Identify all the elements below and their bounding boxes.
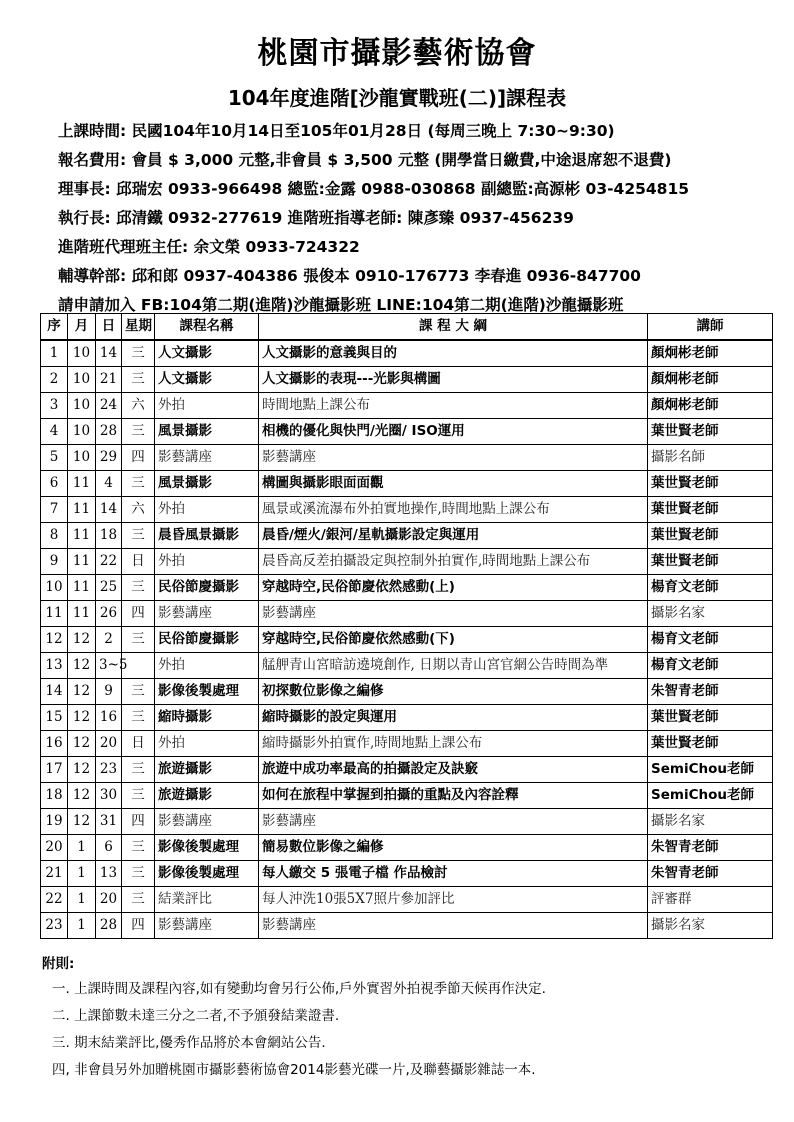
table-row bbox=[41, 549, 773, 575]
cell-no: 15 bbox=[41, 705, 68, 731]
cell-no: 12 bbox=[41, 627, 68, 653]
cell-weekday: 日 bbox=[122, 549, 155, 575]
cell-no: 21 bbox=[41, 861, 68, 887]
table-row bbox=[41, 575, 773, 601]
cell-outline: 艋舺青山宮暗訪遶境創作, 日期以青山宮官網公告時間為準 bbox=[259, 653, 648, 679]
cell-course: 外拍 bbox=[155, 549, 259, 575]
table-row bbox=[41, 835, 773, 861]
cell-day: 3~5 bbox=[96, 653, 122, 679]
cell-teacher: 葉世賢老師 bbox=[648, 731, 773, 757]
cell-teacher: 葉世賢老師 bbox=[648, 419, 773, 445]
table-row bbox=[41, 731, 773, 757]
table-row bbox=[41, 419, 773, 445]
cell-teacher: 楊育文老師 bbox=[648, 575, 773, 601]
cell-teacher: 楊育文老師 bbox=[648, 627, 773, 653]
cell-day: 24 bbox=[96, 393, 122, 419]
cell-outline: 晨昏/煙火/銀河/星軌攝影設定與運用 bbox=[259, 523, 648, 549]
cell-month: 12 bbox=[68, 653, 96, 679]
cell-teacher: SemiChou老師 bbox=[648, 783, 773, 809]
cell-month: 10 bbox=[68, 340, 96, 367]
cell-no: 7 bbox=[41, 497, 68, 523]
cell-day: 20 bbox=[96, 887, 122, 913]
cell-weekday: 三 bbox=[122, 679, 155, 705]
info-block bbox=[58, 117, 788, 320]
cell-no: 10 bbox=[41, 575, 68, 601]
cell-month: 10 bbox=[68, 445, 96, 471]
cell-weekday: 三 bbox=[122, 419, 155, 445]
notes-block bbox=[42, 952, 782, 1084]
cell-no: 9 bbox=[41, 549, 68, 575]
cell-month: 1 bbox=[68, 913, 96, 939]
table-header-row bbox=[41, 314, 773, 341]
cell-teacher: SemiChou老師 bbox=[648, 757, 773, 783]
cell-month: 10 bbox=[68, 393, 96, 419]
cell-teacher: 葉世賢老師 bbox=[648, 471, 773, 497]
cell-course: 影藝講座 bbox=[155, 913, 259, 939]
cell-day: 14 bbox=[96, 497, 122, 523]
cell-no: 4 bbox=[41, 419, 68, 445]
cell-teacher: 楊育文老師 bbox=[648, 653, 773, 679]
cell-outline: 時間地點上課公布 bbox=[259, 393, 648, 419]
header-weekday: 星期 bbox=[122, 314, 155, 341]
table-row bbox=[41, 913, 773, 939]
cell-no: 23 bbox=[41, 913, 68, 939]
cell-day: 23 bbox=[96, 757, 122, 783]
cell-weekday: 六 bbox=[122, 497, 155, 523]
table-row bbox=[41, 367, 773, 393]
cell-day: 2 bbox=[96, 627, 122, 653]
cell-outline: 簡易數位影像之編修 bbox=[259, 835, 648, 861]
cell-no: 16 bbox=[41, 731, 68, 757]
cell-outline: 穿越時空,民俗節慶依然感動(上) bbox=[259, 575, 648, 601]
cell-teacher: 攝影名家 bbox=[648, 601, 773, 627]
cell-month: 11 bbox=[68, 497, 96, 523]
cell-teacher: 葉世賢老師 bbox=[648, 523, 773, 549]
cell-outline: 構圖與攝影眼面面觀 bbox=[259, 471, 648, 497]
note-1: 一. 上課時間及課程內容,如有變動均會另行公佈,戶外實習外拍視季節天候再作決定. bbox=[52, 981, 546, 997]
cell-day: 28 bbox=[96, 913, 122, 939]
cell-course: 晨昏風景攝影 bbox=[155, 523, 259, 549]
cell-course: 影像後製處理 bbox=[155, 861, 259, 887]
cell-teacher: 葉世賢老師 bbox=[648, 549, 773, 575]
cell-no: 18 bbox=[41, 783, 68, 809]
cell-teacher: 朱智青老師 bbox=[648, 679, 773, 705]
cell-month: 1 bbox=[68, 887, 96, 913]
cell-weekday: 四 bbox=[122, 913, 155, 939]
table-row bbox=[41, 861, 773, 887]
cell-weekday: 日 bbox=[122, 731, 155, 757]
cell-course: 風景攝影 bbox=[155, 419, 259, 445]
cell-month: 12 bbox=[68, 757, 96, 783]
cell-weekday: 三 bbox=[122, 757, 155, 783]
cell-teacher: 顏炯彬老師 bbox=[648, 340, 773, 367]
cell-day: 30 bbox=[96, 783, 122, 809]
cell-month: 10 bbox=[68, 419, 96, 445]
cell-weekday: 三 bbox=[122, 471, 155, 497]
cell-weekday: 三 bbox=[122, 835, 155, 861]
cell-teacher: 葉世賢老師 bbox=[648, 497, 773, 523]
cell-course: 外拍 bbox=[155, 393, 259, 419]
cell-weekday: 六 bbox=[122, 393, 155, 419]
info-class-time: 上課時間: 民國104年10月14日至105年01月28日 (每周三晚上 7:30~9:30) bbox=[58, 122, 615, 140]
cell-outline: 每人繳交 5 張電子檔 作品檢討 bbox=[259, 861, 648, 887]
cell-month: 11 bbox=[68, 549, 96, 575]
cell-outline: 影藝講座 bbox=[259, 601, 648, 627]
cell-no: 5 bbox=[41, 445, 68, 471]
cell-no: 20 bbox=[41, 835, 68, 861]
cell-course: 旅遊攝影 bbox=[155, 783, 259, 809]
course-title: 104年度進階[沙龍實戰班(二)]課程表 bbox=[227, 86, 567, 110]
cell-month: 12 bbox=[68, 705, 96, 731]
cell-day: 4 bbox=[96, 471, 122, 497]
cell-weekday: 三 bbox=[122, 783, 155, 809]
cell-course: 影藝講座 bbox=[155, 445, 259, 471]
cell-weekday: 三 bbox=[122, 340, 155, 367]
note-2: 二. 上課節數未達三分之二者,不予頒發結業證書. bbox=[52, 1008, 340, 1024]
cell-day: 22 bbox=[96, 549, 122, 575]
cell-no: 14 bbox=[41, 679, 68, 705]
notes-title: 附則: bbox=[42, 956, 75, 972]
cell-course: 人文攝影 bbox=[155, 340, 259, 367]
cell-no: 13 bbox=[41, 653, 68, 679]
cell-outline: 影藝講座 bbox=[259, 913, 648, 939]
cell-teacher: 朱智青老師 bbox=[648, 861, 773, 887]
cell-teacher: 顏炯彬老師 bbox=[648, 393, 773, 419]
cell-month: 12 bbox=[68, 809, 96, 835]
cell-month: 12 bbox=[68, 783, 96, 809]
header-teacher: 講師 bbox=[648, 314, 773, 341]
cell-course: 外拍 bbox=[155, 653, 259, 679]
cell-weekday: 三 bbox=[122, 367, 155, 393]
cell-month: 12 bbox=[68, 627, 96, 653]
cell-month: 1 bbox=[68, 835, 96, 861]
cell-day: 25 bbox=[96, 575, 122, 601]
table-row bbox=[41, 705, 773, 731]
table-row bbox=[41, 653, 773, 679]
cell-course: 影藝講座 bbox=[155, 809, 259, 835]
cell-no: 2 bbox=[41, 367, 68, 393]
cell-month: 10 bbox=[68, 367, 96, 393]
cell-month: 11 bbox=[68, 601, 96, 627]
table-row bbox=[41, 471, 773, 497]
header-course: 課程名稱 bbox=[155, 314, 259, 341]
cell-course: 外拍 bbox=[155, 731, 259, 757]
table-row bbox=[41, 497, 773, 523]
table-row bbox=[41, 887, 773, 913]
cell-month: 11 bbox=[68, 575, 96, 601]
header-no: 序 bbox=[41, 314, 68, 341]
cell-outline: 晨昏高反差拍攝設定與控制外拍實作,時間地點上課公布 bbox=[259, 549, 648, 575]
note-4: 四, 非會員另外加贈桃園市攝影藝術協會2014影藝光碟一片,及聯藝攝影雜誌一本. bbox=[52, 1062, 536, 1078]
cell-day: 31 bbox=[96, 809, 122, 835]
cell-outline: 縮時攝影的設定與運用 bbox=[259, 705, 648, 731]
cell-day: 29 bbox=[96, 445, 122, 471]
info-join: 請申請加入 FB:104第二期(進階)沙龍攝影班 LINE:104第二期(進階)沙龍攝影班 bbox=[58, 296, 624, 314]
cell-outline: 相機的優化與快門/光圈/ ISO運用 bbox=[259, 419, 648, 445]
cell-day: 28 bbox=[96, 419, 122, 445]
cell-day: 13 bbox=[96, 861, 122, 887]
cell-course: 縮時攝影 bbox=[155, 705, 259, 731]
cell-outline: 旅遊中成功率最高的拍攝設定及訣竅 bbox=[259, 757, 648, 783]
header-outline: 課 程 大 綱 bbox=[259, 314, 648, 341]
cell-day: 18 bbox=[96, 523, 122, 549]
cell-weekday: 四 bbox=[122, 445, 155, 471]
cell-course: 結業評比 bbox=[155, 887, 259, 913]
info-chairman: 理事長: 邱瑞宏 0933-966498 總監:金露 0988-030868 副總監:高源彬 03-4254815 bbox=[58, 180, 690, 198]
cell-teacher: 攝影名師 bbox=[648, 445, 773, 471]
cell-weekday: 三 bbox=[122, 627, 155, 653]
cell-outline: 初探數位影像之編修 bbox=[259, 679, 648, 705]
cell-weekday: 三 bbox=[122, 575, 155, 601]
cell-weekday: 三 bbox=[122, 861, 155, 887]
cell-day: 20 bbox=[96, 731, 122, 757]
info-tutors: 輔導幹部: 邱和郎 0937-404386 張俊本 0910-176773 李春進 0936-847700 bbox=[58, 267, 641, 285]
table-row bbox=[41, 601, 773, 627]
table-row bbox=[41, 445, 773, 471]
table-row bbox=[41, 809, 773, 835]
cell-day: 26 bbox=[96, 601, 122, 627]
cell-day: 16 bbox=[96, 705, 122, 731]
cell-no: 22 bbox=[41, 887, 68, 913]
org-title: 桃園市攝影藝術協會 bbox=[257, 36, 537, 71]
schedule-table bbox=[40, 313, 773, 939]
cell-no: 8 bbox=[41, 523, 68, 549]
cell-course: 旅遊攝影 bbox=[155, 757, 259, 783]
cell-outline: 風景或溪流瀑布外拍實地操作,時間地點上課公布 bbox=[259, 497, 648, 523]
cell-weekday: 三 bbox=[122, 523, 155, 549]
info-executive: 執行長: 邱清鐵 0932-277619 進階班指導老師: 陳彥臻 0937-456239 bbox=[58, 209, 574, 227]
cell-course: 外拍 bbox=[155, 497, 259, 523]
cell-teacher: 評審群 bbox=[648, 887, 773, 913]
cell-outline: 影藝講座 bbox=[259, 445, 648, 471]
cell-month: 11 bbox=[68, 471, 96, 497]
note-3: 三. 期末結業評比,優秀作品將於本會網站公告. bbox=[52, 1035, 326, 1051]
cell-month: 11 bbox=[68, 523, 96, 549]
cell-course: 風景攝影 bbox=[155, 471, 259, 497]
cell-course: 民俗節慶攝影 bbox=[155, 575, 259, 601]
cell-no: 17 bbox=[41, 757, 68, 783]
cell-course: 民俗節慶攝影 bbox=[155, 627, 259, 653]
info-acting-director: 進階班代理班主任: 余文榮 0933-724322 bbox=[58, 238, 360, 256]
cell-month: 12 bbox=[68, 679, 96, 705]
cell-weekday: 三 bbox=[122, 887, 155, 913]
cell-outline: 人文攝影的意義與目的 bbox=[259, 340, 648, 367]
table-row bbox=[41, 627, 773, 653]
cell-day: 14 bbox=[96, 340, 122, 367]
cell-teacher: 葉世賢老師 bbox=[648, 705, 773, 731]
cell-no: 6 bbox=[41, 471, 68, 497]
cell-course: 影像後製處理 bbox=[155, 835, 259, 861]
cell-day: 6 bbox=[96, 835, 122, 861]
table-row bbox=[41, 757, 773, 783]
table-row bbox=[41, 393, 773, 419]
cell-teacher: 攝影名家 bbox=[648, 809, 773, 835]
cell-weekday: 三 bbox=[122, 705, 155, 731]
cell-no: 19 bbox=[41, 809, 68, 835]
table-row bbox=[41, 679, 773, 705]
info-fee: 報名費用: 會員 $ 3,000 元整,非會員 $ 3,500 元整 (開學當日繳費,中途退席恕不退費) bbox=[58, 151, 672, 169]
cell-month: 1 bbox=[68, 861, 96, 887]
cell-weekday: 四 bbox=[122, 809, 155, 835]
table-row bbox=[41, 340, 773, 367]
cell-outline: 人文攝影的表現---光影與構圖 bbox=[259, 367, 648, 393]
cell-teacher: 攝影名家 bbox=[648, 913, 773, 939]
header-month: 月 bbox=[68, 314, 96, 341]
cell-course: 影藝講座 bbox=[155, 601, 259, 627]
cell-course: 人文攝影 bbox=[155, 367, 259, 393]
cell-outline: 每人沖洗10張5X7照片參加評比 bbox=[259, 887, 648, 913]
cell-teacher: 朱智青老師 bbox=[648, 835, 773, 861]
cell-course: 影像後製處理 bbox=[155, 679, 259, 705]
table-row bbox=[41, 783, 773, 809]
cell-month: 12 bbox=[68, 731, 96, 757]
cell-teacher: 顏炯彬老師 bbox=[648, 367, 773, 393]
cell-day: 9 bbox=[96, 679, 122, 705]
header-day: 日 bbox=[96, 314, 122, 341]
cell-outline: 縮時攝影外拍實作,時間地點上課公布 bbox=[259, 731, 648, 757]
cell-no: 3 bbox=[41, 393, 68, 419]
cell-outline: 如何在旅程中掌握到拍攝的重點及內容詮釋 bbox=[259, 783, 648, 809]
table-row bbox=[41, 523, 773, 549]
cell-no: 11 bbox=[41, 601, 68, 627]
cell-outline: 穿越時空,民俗節慶依然感動(下) bbox=[259, 627, 648, 653]
cell-no: 1 bbox=[41, 340, 68, 367]
cell-outline: 影藝講座 bbox=[259, 809, 648, 835]
cell-day: 21 bbox=[96, 367, 122, 393]
cell-weekday: 四 bbox=[122, 601, 155, 627]
